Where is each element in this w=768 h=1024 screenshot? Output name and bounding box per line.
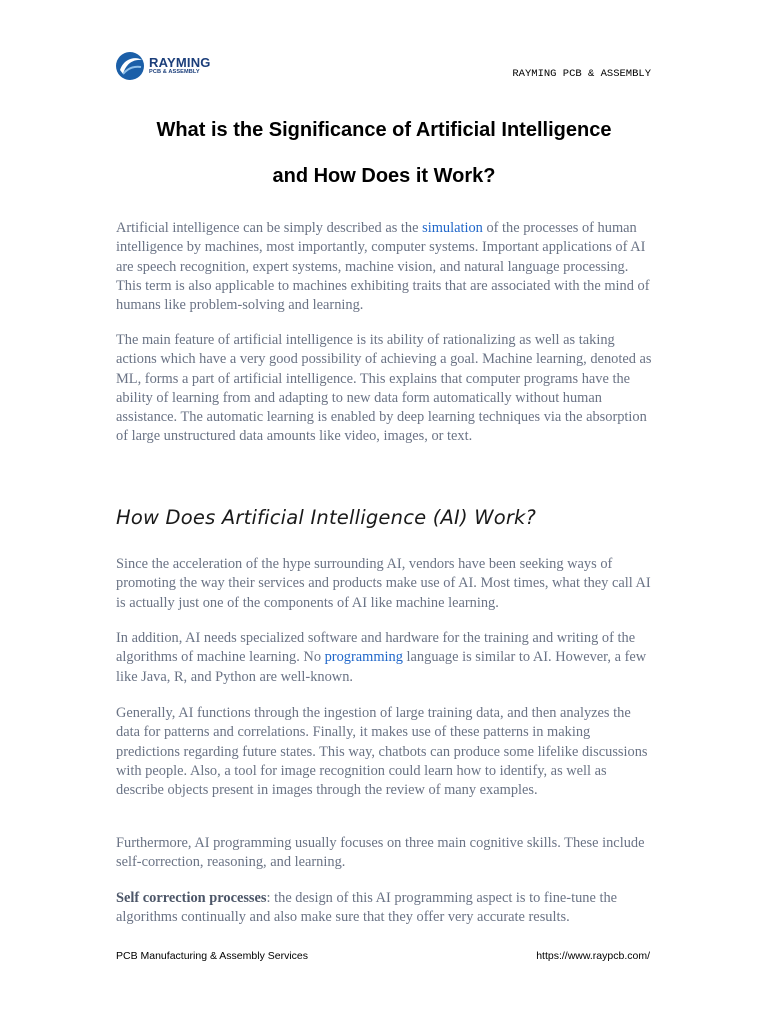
paragraph-self-correction: Self correction processes: the design of this AI programming aspect is to fine-tune the algorithms continually and also make sure that they offer very accurate results. <box>116 890 618 926</box>
simulation-link[interactable]: simulation <box>422 220 483 236</box>
page-title-line-2: and How Does it Work? <box>272 165 496 187</box>
paragraph-cognitive-skills: Furthermore, AI programming usually focuses on three main cognitive skills. These include self-correction, reasoning, and learning. <box>116 835 645 871</box>
paragraph-main-feature: The main feature of artificial intelligence is its ability of rationalizing as well as taking actions which have a very good possibility of achieving a goal. Machine learning, denoted as ML, forms a part of artificial intelligence. This explains that computer programs have the ability of learning from and adapting to new data form automatically without human assistance. The automatic learning is enabled by deep learning techniques via the absorption of large unstructured data amounts like video, images, or text. <box>116 332 652 445</box>
logo-name: RAYMING <box>149 55 211 71</box>
page-title-line-1: What is the Significance of Artificial Intelligence <box>156 119 612 141</box>
paragraph-intro: Artificial intelligence can be simply described as the simulation of the processes of human intelligence by machines, most importantly, computer systems. Important applications of AI are speech recognition, expert systems, machine vision, and natural language processing. This term is also applicable to machines exhibiting traits that are associated with the mind of humans like problem-solving and learning. <box>116 220 650 314</box>
footer-services: PCB Manufacturing & Assembly Services <box>116 950 308 962</box>
paragraph-ingestion: Generally, AI functions through the ingestion of large training data, and then analyzes the data for patterns and correlations. Finally, it makes use of these patterns in making predictions regarding future states. This way, chatbots can produce some lifelike discussions with people. Also, a tool for image recognition could learn how to identify, as well as describe objects present in images through the review of many examples. <box>116 705 648 799</box>
paragraph-hype: Since the acceleration of the hype surrounding AI, vendors have been seeking ways of promoting the way their services and products make use of AI. Most times, what they call AI is actually just one of the components of AI like machine learning. <box>116 556 651 611</box>
footer-website-link[interactable]: https://www.raypcb.com/ <box>536 950 650 962</box>
paragraph-software-hardware: In addition, AI needs specialized software and hardware for the training and writing of the algorithms of machine learning. No programming language is similar to AI. However, a few like Java, R, and Python are well-known. <box>116 630 647 685</box>
self-correction-term: Self correction processes <box>116 890 267 906</box>
section-heading-how-ai-works: How Does Artificial Intelligence (AI) Work? <box>116 506 537 529</box>
logo-subtitle: PCB & ASSEMBLY <box>149 69 200 76</box>
company-logo <box>114 50 234 82</box>
programming-link[interactable]: programming <box>324 649 403 666</box>
rayming-logo-icon <box>114 50 146 82</box>
header-company-name: RAYMING PCB & ASSEMBLY <box>512 68 651 80</box>
